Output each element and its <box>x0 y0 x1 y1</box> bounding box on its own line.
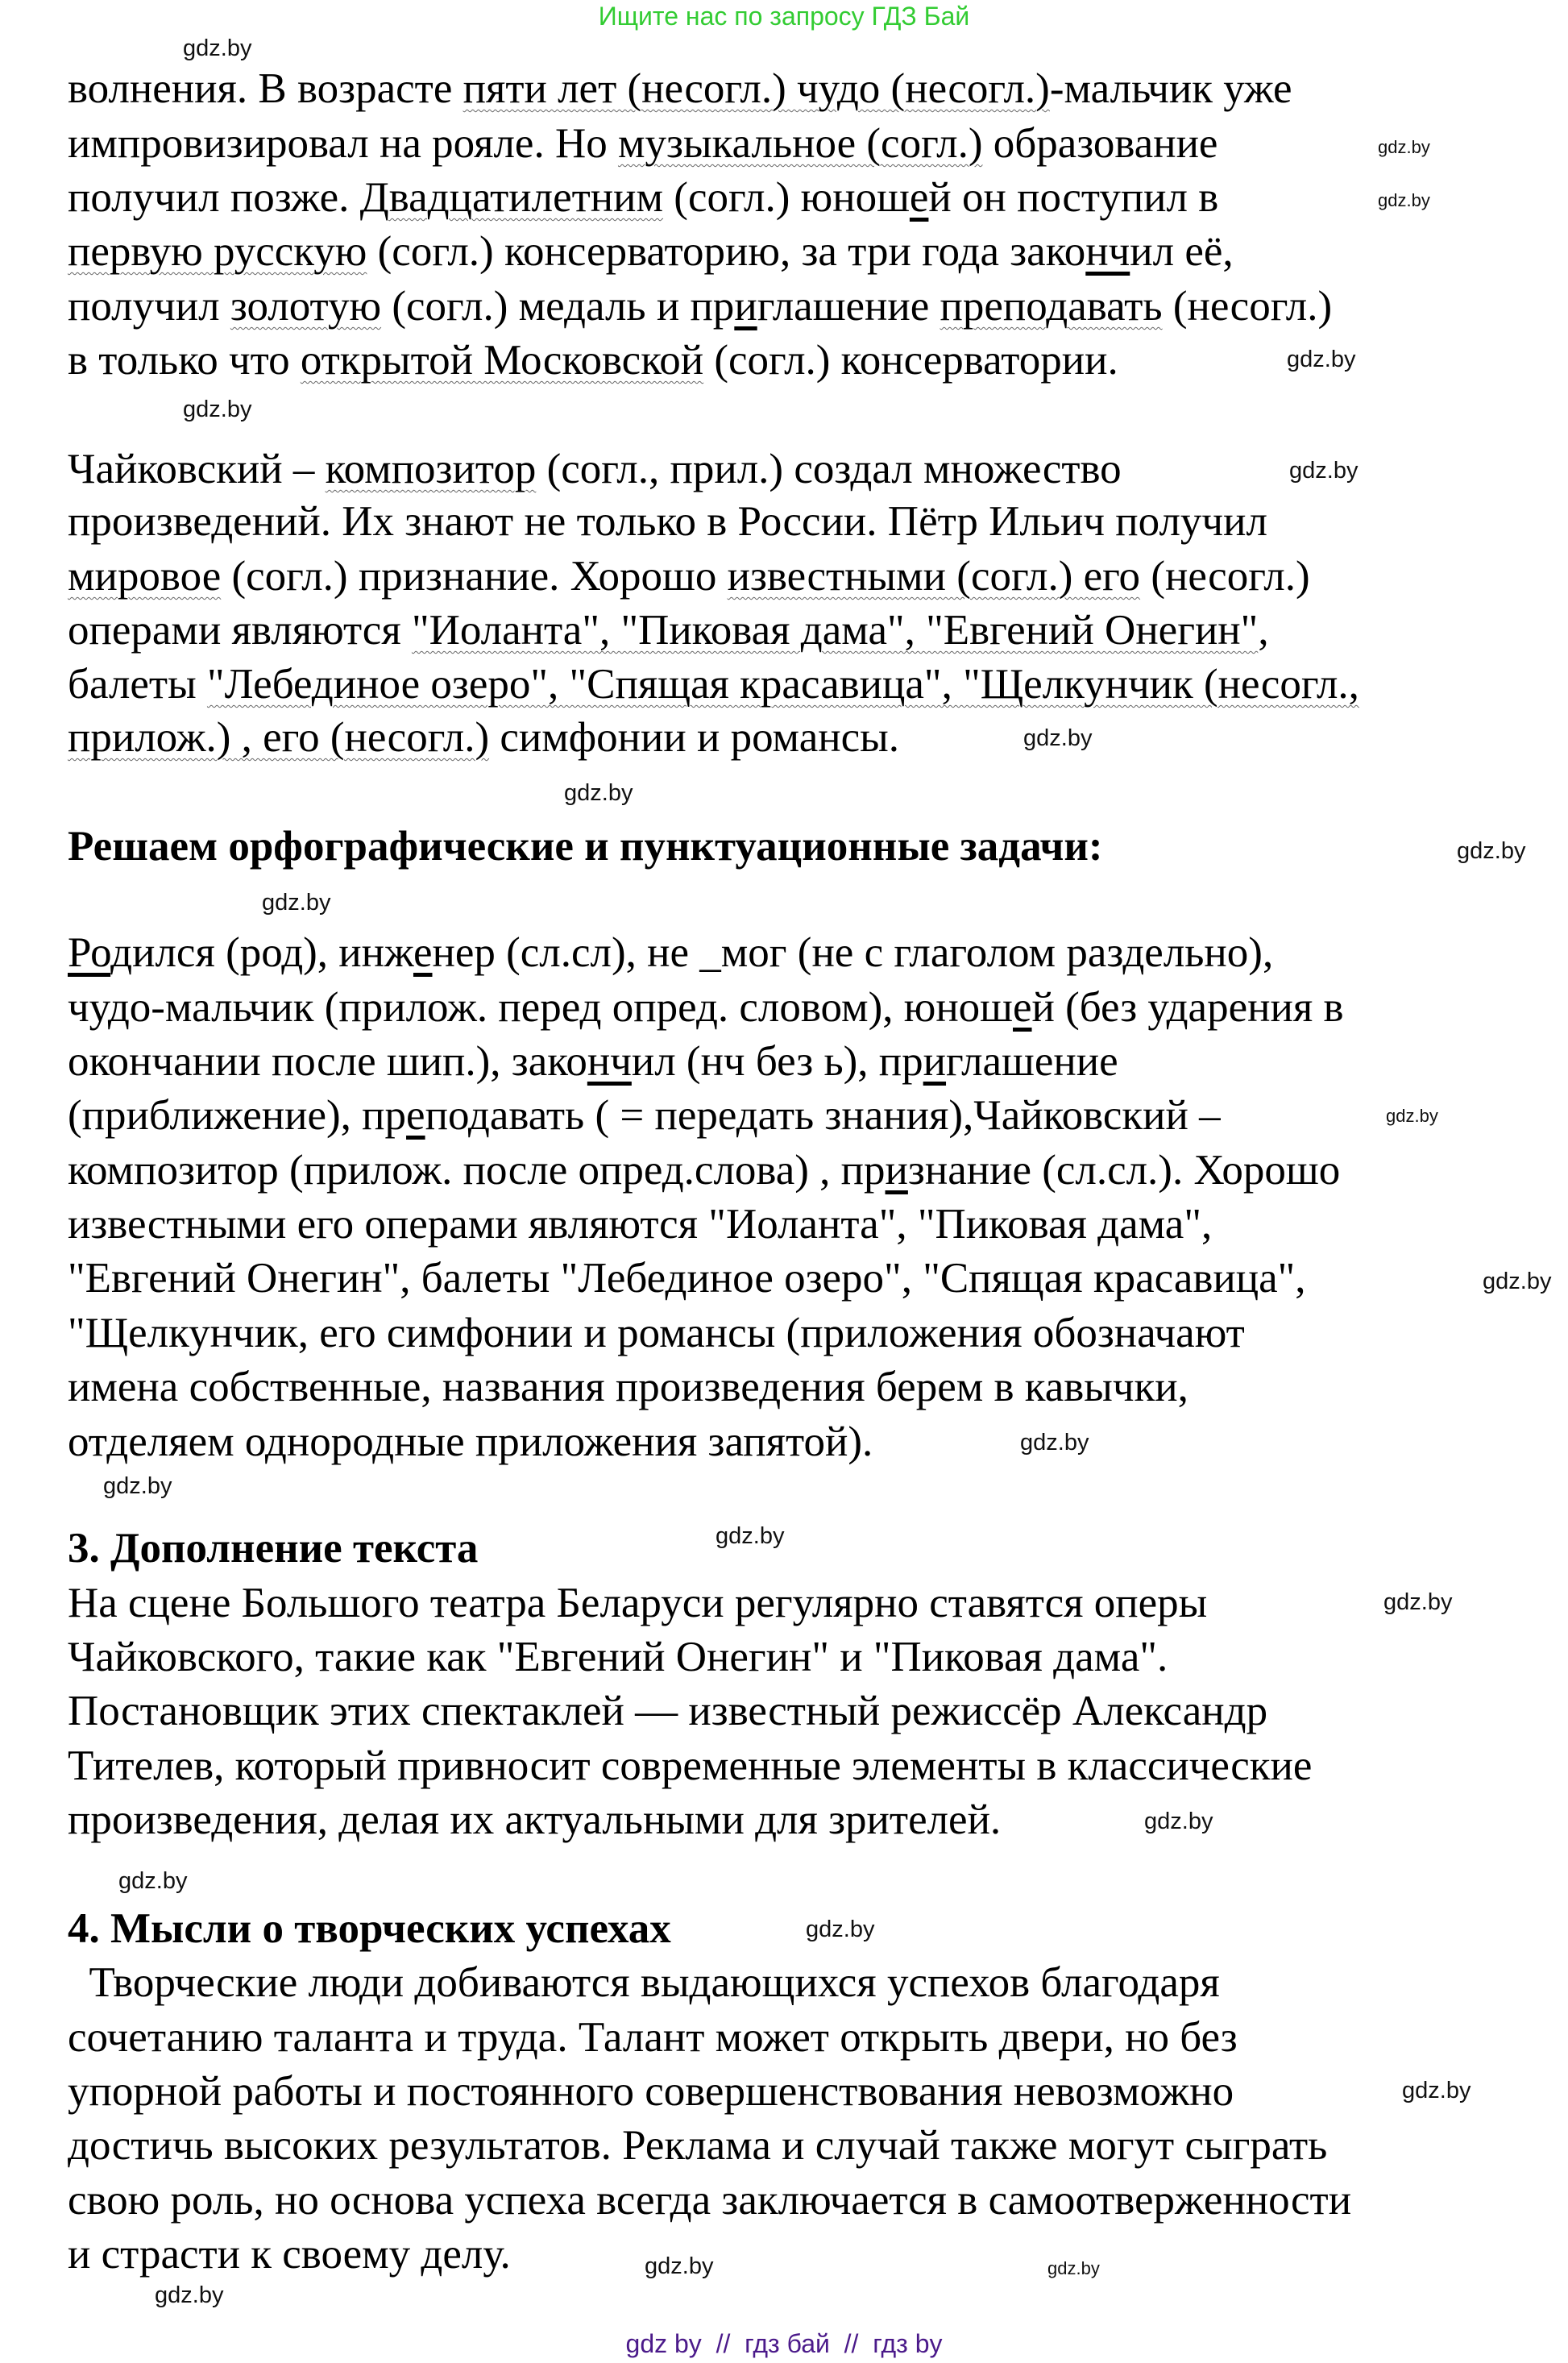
watermark-text: gdz.by <box>1023 725 1093 751</box>
text-line <box>68 2123 1327 2168</box>
text-segment: Чайковского, такие как "Евгений Онегин" и "Пиковая дама". <box>68 1634 1168 1680</box>
text-segment: (согл.) медаль и пр <box>381 283 735 330</box>
text-line <box>68 1688 1267 1734</box>
text-line <box>68 2069 1234 2114</box>
text-segment: сочетанию таланта и труда. Талант может открыть двери, но без <box>68 2014 1238 2061</box>
text-line <box>68 554 1310 599</box>
spellcheck-underlined-text: "Иоланта", "Пиковая дама", "Евгений Онегин" <box>411 607 1259 654</box>
text-line <box>68 2232 511 2277</box>
text-line <box>68 930 1273 975</box>
text-segment: , <box>1258 607 1269 654</box>
watermark-text: gdz.by <box>1386 1106 1438 1126</box>
text-segment: балеты <box>68 661 207 708</box>
text-line <box>68 175 1218 220</box>
text-segment: (несогл.) <box>1140 553 1310 600</box>
watermark-text: gdz.by <box>716 1523 785 1549</box>
text-segment: -мальчик уже <box>1049 65 1292 112</box>
text-segment: й он поступил в <box>928 174 1219 221</box>
text-line <box>68 2178 1351 2223</box>
underlined-letter: Ро <box>68 929 111 976</box>
underlined-letter: и <box>923 1038 947 1085</box>
text-segment: 4. Мысли о творческих успехах <box>68 1905 671 1952</box>
text-segment: композитор (прилож. после опред.слова) , пр <box>68 1147 886 1194</box>
text-line <box>68 229 1234 274</box>
text-line <box>68 1256 1306 1301</box>
text-line <box>68 66 1292 111</box>
watermark-text: gdz.by <box>1378 190 1430 210</box>
text-segment: в только что <box>68 337 301 384</box>
spellcheck-underlined-text: композитор <box>325 446 537 492</box>
underlined-letter: и <box>734 283 757 330</box>
spellcheck-underlined-text: музыкальное (согл.) <box>617 120 983 167</box>
text-segment: Чайковский – <box>68 446 326 492</box>
text-segment: Тителев, который привносит современные элементы в классические <box>68 1742 1313 1789</box>
text-segment: произведения, делая их актуальными для зрителей. <box>68 1796 1002 1843</box>
underlined-letter: нч <box>587 1038 632 1085</box>
underlined-letter: е <box>909 174 929 221</box>
watermark-text: gdz.by <box>183 397 252 422</box>
text-line <box>68 499 1267 544</box>
text-line <box>68 715 899 760</box>
text-segment: глашение <box>946 1038 1118 1085</box>
watermark-text: gdz.by <box>1047 2258 1100 2278</box>
watermark-text: gdz.by <box>103 1473 172 1499</box>
watermark-text: gdz.by <box>1383 1589 1453 1615</box>
watermark-text: gdz.by <box>118 1868 188 1894</box>
underlined-letter: нч <box>1085 228 1130 275</box>
watermark-text: gdz.by <box>155 2282 224 2308</box>
text-segment: операми являются <box>68 607 412 654</box>
section-heading <box>68 1526 478 1571</box>
text-segment: достичь высоких результатов. Реклама и случай также могут сыграть <box>68 2122 1328 2169</box>
text-segment: "Щелкунчик, его симфонии и романсы (приложения обозначают <box>68 1310 1245 1356</box>
watermark-text: gdz.by <box>1144 1809 1213 1834</box>
watermark-text: gdz.by <box>806 1917 875 1942</box>
text-segment: (согл.) юнош <box>663 174 910 221</box>
section-heading <box>68 1906 671 1951</box>
text-segment: Творческие люди добиваются выдающихся успехов благодаря <box>68 1959 1220 2006</box>
text-segment: (согл.) признание. Хорошо <box>221 553 728 600</box>
text-segment: На сцене Большого театра Беларуси регулярно ставятся оперы <box>68 1580 1208 1626</box>
spellcheck-underlined-text: "Лебединое озеро", "Спящая красавица", "Щелкунчик (несогл., <box>206 661 1359 708</box>
watermark-text: gdz.by <box>183 35 252 61</box>
text-segment: знание (сл.сл.). Хорошо <box>907 1147 1341 1194</box>
text-line <box>68 1039 1118 1084</box>
text-line <box>68 121 1217 166</box>
text-line <box>68 446 1122 492</box>
text-segment: Постановщик этих спектаклей — известный режиссёр Александр <box>68 1688 1268 1734</box>
text-segment: й (без ударения в <box>1031 984 1344 1031</box>
text-segment: окончании после шип.), зако <box>68 1038 587 1085</box>
watermark-text: gdz.by <box>1287 347 1356 372</box>
underlined-letter: е <box>413 929 433 976</box>
underlined-letter: е <box>1013 984 1032 1031</box>
text-segment: волнения. В возрасте <box>68 65 463 112</box>
text-segment: импровизировал на рояле. Но <box>68 120 618 167</box>
text-line <box>68 1093 1221 1138</box>
text-line <box>68 608 1269 653</box>
watermark-text: gdz.by <box>645 2253 714 2279</box>
watermark-text: gdz.by <box>1483 1269 1552 1294</box>
text-segment: произведений. Их знают не только в России. Пётр Ильич получил <box>68 498 1267 545</box>
text-line <box>68 1743 1312 1788</box>
text-segment: (несогл.) <box>1162 283 1333 330</box>
text-segment: и страсти к своему делу. <box>68 2231 511 2278</box>
text-segment: дился (род), инж <box>110 929 413 976</box>
text-segment: отделяем однородные приложения запятой). <box>68 1418 873 1465</box>
text-line <box>68 1797 1001 1842</box>
spellcheck-underlined-text: открытой Московской <box>300 337 704 384</box>
text-line <box>68 1960 1220 2005</box>
text-segment: Решаем орфографические и пунктуационные задачи: <box>68 823 1103 870</box>
text-segment: глашение <box>757 283 940 330</box>
search-banner[interactable]: Ищите нас по запросу ГДЗ Бай <box>598 2 970 31</box>
footer-links[interactable]: gdz by // гдз бай // гдз by <box>625 2329 943 2358</box>
spellcheck-underlined-text: преподавать <box>940 283 1163 330</box>
text-segment: подавать ( = передать знания),Чайковский – <box>425 1092 1221 1139</box>
text-line <box>68 1364 1188 1410</box>
text-line <box>68 1634 1168 1680</box>
spellcheck-underlined-text: прилож.) , его (несогл.) <box>68 714 490 761</box>
text-line <box>68 1580 1207 1626</box>
watermark-text: gdz.by <box>1457 838 1526 864</box>
underlined-letter: е <box>406 1092 425 1139</box>
section-heading <box>68 824 1103 869</box>
text-segment: получил позже. <box>68 174 360 221</box>
text-line <box>68 662 1359 707</box>
watermark-text: gdz.by <box>262 890 331 916</box>
spellcheck-underlined-text: мировое <box>68 553 222 600</box>
text-segment: (согл.) консерватории. <box>703 337 1118 384</box>
spellcheck-underlined-text: пяти лет (несогл.) чудо (несогл.) <box>463 65 1050 112</box>
text-line <box>68 1419 873 1464</box>
text-segment: образование <box>982 120 1218 167</box>
text-segment: имена собственные, названия произведения берем в кавычки, <box>68 1364 1188 1410</box>
text-segment: 3. Дополнение текста <box>68 1525 479 1572</box>
text-line <box>68 284 1332 329</box>
text-segment: ил (нч без ь), пр <box>631 1038 923 1085</box>
text-segment: упорной работы и постоянного совершенствования невозможно <box>68 2068 1234 2115</box>
text-segment: чудо-мальчик (прилож. перед опред. словом), юнош <box>68 984 1013 1031</box>
watermark-text: gdz.by <box>1020 1430 1089 1456</box>
text-line <box>68 985 1343 1030</box>
text-segment: (согл.) консерваторию, за три года зако <box>367 228 1086 275</box>
text-segment: ил её, <box>1130 228 1234 275</box>
spellcheck-underlined-text: золотую <box>230 283 382 330</box>
spellcheck-underlined-text: известными (согл.) его <box>727 553 1141 600</box>
underlined-letter: и <box>885 1147 908 1194</box>
text-line <box>68 338 1118 383</box>
watermark-text: gdz.by <box>1402 2078 1471 2103</box>
text-line <box>68 1310 1245 1356</box>
text-segment: известными его операми являются "Иоланта", "Пиковая дама", <box>68 1201 1213 1248</box>
text-segment: (приближение), пр <box>68 1092 407 1139</box>
text-segment: симфонии и романсы. <box>489 714 900 761</box>
spellcheck-underlined-text: Двадцатилетним <box>359 174 664 221</box>
text-segment: "Евгений Онегин", балеты "Лебединое озеро", "Спящая красавица", <box>68 1255 1306 1302</box>
watermark-text: gdz.by <box>1378 137 1430 157</box>
text-segment: свою роль, но основа успеха всегда заключается в самоотверженности <box>68 2177 1352 2224</box>
spellcheck-underlined-text: первую русскую <box>68 228 367 275</box>
text-line <box>68 1148 1340 1193</box>
text-segment: нер (сл.сл), не _мог (не с глаголом раздельно), <box>432 929 1274 976</box>
watermark-text: gdz.by <box>564 780 633 806</box>
text-line <box>68 1202 1212 1247</box>
text-segment: получил <box>68 283 230 330</box>
text-line <box>68 2015 1238 2060</box>
text-segment: (согл., прил.) создал множество <box>536 446 1122 492</box>
watermark-text: gdz.by <box>1289 458 1359 484</box>
